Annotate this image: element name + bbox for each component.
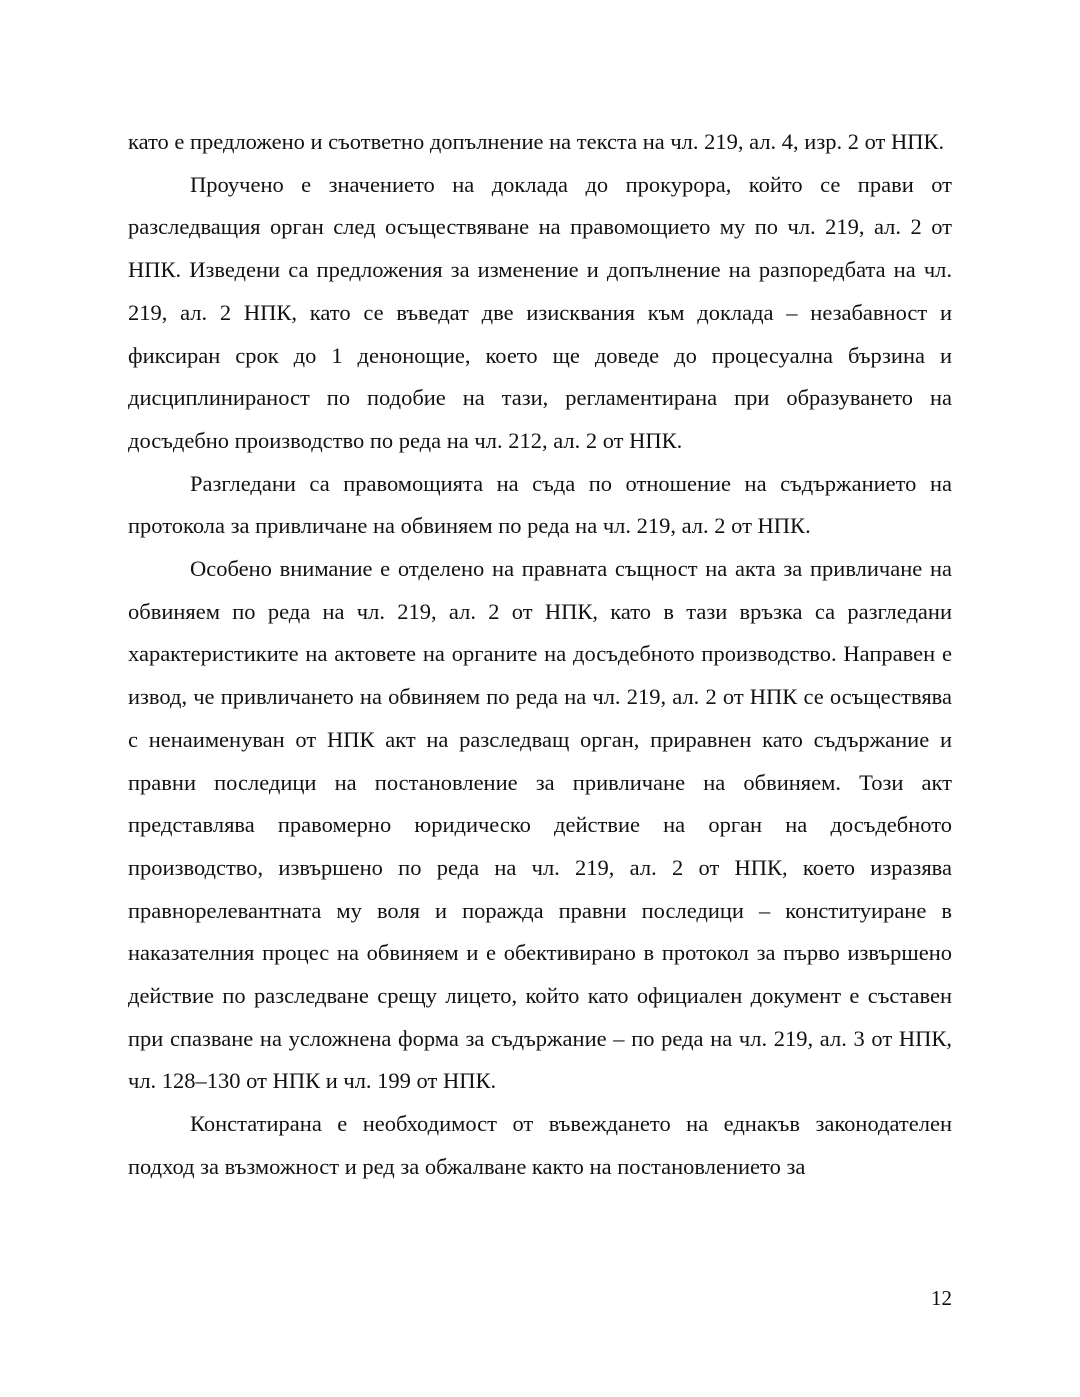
page-number: 12 xyxy=(931,1286,952,1310)
paragraph-continuation: като е предложено и съответно допълнение на текста на чл. 219, ал. 4, изр. 2 от НПК. xyxy=(128,129,945,154)
paragraph-court-powers: Разгледани са правомощията на съда по отношение на съдържанието на протокола за привличане на обвиняем по реда на чл. 219, ал. 2 от НПК. xyxy=(128,470,952,539)
body-text xyxy=(128,121,952,1189)
paragraph-legal-nature: Особено внимание е отделено на правната същност на акта за привличане на обвиняем по реда на чл. 219, ал. 2 от НПК, като в тази връзка са разгледани характеристиките на актовете на органите на досъдебното производство. Направен е извод, че привличането на обвиняем по реда на чл. 219, ал. 2 от НПК се осъществява с ненаименуван от НПК акт на разследващ орган, приравнен като съдържание и правни последици на постановление за привличане на обвиняем. Този акт представлява правомерно юридическо действие на орган на досъдебното производство, извършено по реда на чл. 219, ал. 2 от НПК, което изразява правнорелевантната му воля и поражда правни последици – конституиране в наказателния процес на обвиняем и е обективирано в протокол за първо извършено действие по разследване срещу лицето, който като официален документ е съставен при спазване на усложнена форма за съдържание – по реда на чл. 219, ал. 3 от НПК, чл. 128–130 от НПК и чл. 199 от НПК. xyxy=(128,556,952,1094)
paragraph-appeal-approach: Констатирана е необходимост от въвеждането на еднакъв законодателен подход за възможност и ред за обжалване както на постановлението за xyxy=(128,1111,952,1179)
paragraph-prosecutor-report: Проучено е значението на доклада до прокурора, който се прави от разследващия орган след осъществяване на правомощието му по чл. 219, ал. 2 от НПК. Изведени са предложения за изменение и допълнение на разпоредбата на чл. 219, ал. 2 НПК, като се въведат две изисквания към доклада – незабавност и фиксиран срок до 1 денонощие, което ще доведе до процесуална бързина и дисциплинираност по подобие на тази, регламентирана при образуването на досъдебно производство по реда на чл. 212, ал. 2 от НПК. xyxy=(128,171,952,453)
